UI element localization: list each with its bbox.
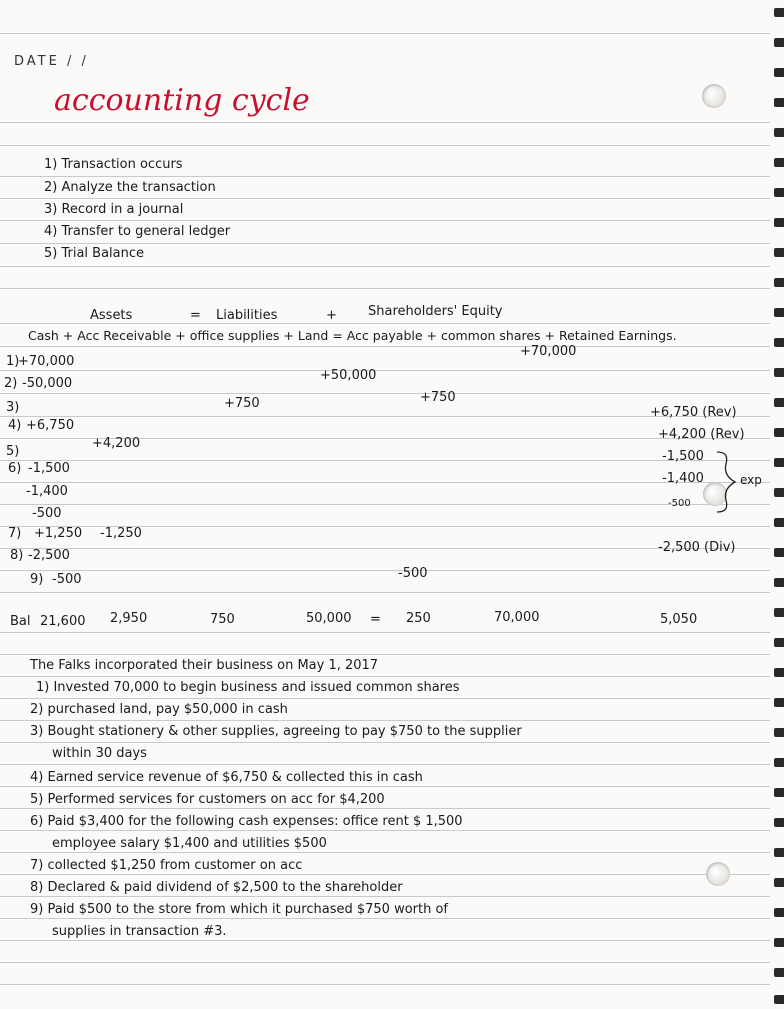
cash-entry: +70,000 [18,354,75,369]
cash-entry: -500 [32,506,62,521]
assets-heading: Assets [90,308,133,323]
balance-receivable: 2,950 [110,611,148,626]
cash-entry: -2,500 [28,548,70,563]
punch-hole [702,84,726,108]
list-item: 4) Earned service revenue of $6,750 & collected this in cash [30,770,423,785]
supplies-entry: +750 [224,396,260,411]
list-item: 3) Record in a journal [44,202,184,217]
row-number: 2) [4,376,18,391]
balance-land: 50,000 [306,611,352,626]
retained-entry: +4,200 (Rev) [658,427,745,442]
plus-sign: + [326,308,337,323]
equity-heading: Shareholders' Equity [368,304,503,319]
cash-entry: +6,750 [26,418,75,433]
row-number: 9) [30,572,44,587]
list-item: supplies in transaction #3. [52,924,227,939]
retained-entry: +6,750 (Rev) [650,405,737,420]
list-item: 8) Declared & paid dividend of $2,500 to the shareholder [30,880,403,895]
retained-entry: -2,500 (Div) [658,540,736,555]
receivable-entry: +4,200 [92,436,141,451]
equals-sign: = [190,308,201,323]
equation-accounts: Cash + Acc Receivable + office supplies + Land = Acc payable + common shares + Retained Earnings. [28,328,677,343]
row-number: 4) [8,418,22,433]
list-item: 1) Invested 70,000 to begin business and issued common shares [36,680,460,695]
balance-cash: 21,600 [40,614,86,629]
list-item: 1) Transaction occurs [44,157,183,172]
list-item: 2) purchased land, pay $50,000 in cash [30,702,288,717]
list-item: within 30 days [52,746,147,761]
balance-supplies: 750 [210,612,235,627]
cash-entry: +1,250 [34,526,83,541]
list-item: 6) Paid $3,400 for the following cash expenses: office rent $ 1,500 [30,814,463,829]
punch-hole [706,862,730,886]
row-number: 8) [10,548,24,563]
retained-entry: -500 [668,498,691,509]
list-item: 4) Transfer to general ledger [44,224,231,239]
cash-entry: -50,000 [22,376,73,391]
receivable-entry: -1,250 [100,526,142,541]
list-item: 7) collected $1,250 from customer on acc [30,858,303,873]
list-item: 5) Performed services for customers on acc for $4,200 [30,792,385,807]
row-number: 1) [6,354,20,369]
problem-intro: The Falks incorporated their business on May 1, 2017 [30,658,379,673]
retained-entry: -1,400 [662,471,704,486]
list-item: 5) Trial Balance [44,246,145,261]
balance-common: 70,000 [494,610,540,625]
list-item: employee salary $1,400 and utilities $500 [52,836,327,851]
row-number: 3) [6,400,20,415]
list-item: 2) Analyze the transaction [44,180,216,195]
date-label: DATE / / [14,54,89,69]
cash-entry: -1,500 [28,461,70,476]
common-shares-entry: +70,000 [520,344,577,359]
row-number: 7) [8,526,22,541]
balance-label: Bal [10,614,31,629]
payable-entry: +750 [420,390,456,405]
liabilities-heading: Liabilities [216,308,278,323]
row-number: 5) [6,444,20,459]
expense-note: exp [740,473,762,487]
balance-payable: 250 [406,611,431,626]
row-number: 6) [8,461,22,476]
land-entry: +50,000 [320,368,377,383]
payable-entry: -500 [398,566,428,581]
cash-entry: -500 [52,572,82,587]
list-item: 9) Paid $500 to the store from which it purchased $750 worth of [30,902,449,917]
balance-equals: = [370,612,381,627]
retained-entry: -1,500 [662,449,704,464]
cash-entry: -1,400 [26,484,68,499]
page-title: accounting cycle [54,83,310,118]
list-item: 3) Bought stationery & other supplies, agreeing to pay $750 to the supplier [30,724,522,739]
spiral-binding [770,0,784,1009]
expense-brace-icon [714,450,740,514]
balance-retained: 5,050 [660,612,698,627]
